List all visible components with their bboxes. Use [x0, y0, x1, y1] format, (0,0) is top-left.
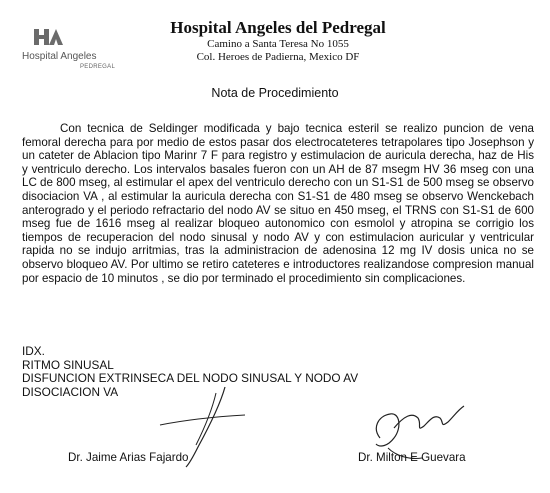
logo-sub: PEDREGAL — [80, 64, 116, 70]
address-line-2: Col. Heroes de Padierna, Mexico DF — [196, 51, 360, 63]
letterhead — [148, 18, 408, 64]
hospital-logo — [10, 26, 140, 80]
diagnosis-line: DISOCIACION VA — [22, 384, 119, 399]
hospital-angeles-ha-logo-icon — [32, 26, 66, 48]
logo-name: Hospital Angeles — [22, 51, 97, 62]
diagnosis-line: RITMO SINUSAL — [22, 357, 114, 372]
hospital-name: Hospital Angeles del Pedregal — [170, 18, 386, 37]
procedure-note-body: Con tecnica de Seldinger modificada y bajo tecnica esteril se realizo puncion de vena femoral derecha para por medio de estos pasar dos electrocateteres tetrapolares tipo Josephson y un cateter de Ablacion tipo Marinr 7 F para registro y estimulacion de auricula derecha, haz de His y ventriculo derecho. Los intervalos basales fueron con un AH de 87 msegm HV 36 mseg con una LC de 800 mseg, al estimular el apex del ventriculo derecho con un S1-S1 de 500 mseg se observo disociacion VA , al estimular la auricula derecha con S1-S1 de 480 mseg se observo Wenckebach anterogrado y el periodo refractario del nodo AV se situo en 450 mseg, el TRNS con S1-S1 de 600 mseg fue de 1616 mseg al realizar bloqueo autonomico con esmolol y atropina se corrigio los tiempos de recuperacion del nodo sinusal y nodo AV y con estimulacion auricular y ventricular rapida no se indujo arritmias, tras la administracion de adenosina 12 mg IV dosis unica no se observo bloqueo AV. Por ultimo se retiro cateteres e introductores realizandose compresion manual por espacio de 10 minutos , se dio por terminado el procedimiento sin complicaciones. — [22, 122, 534, 285]
diagnosis-label: IDX. — [22, 344, 45, 358]
diagnosis-line: DISFUNCION EXTRINSECA DEL NODO SINUSAL Y NODO AV — [22, 371, 359, 386]
document-title: Nota de Procedimiento — [211, 86, 339, 100]
signature-name-left: Dr. Jaime Arias Fajardo — [68, 451, 189, 464]
signature-name-right: Dr. Milton E Guevara — [358, 451, 466, 464]
address-line-1: Camino a Santa Teresa No 1055 — [207, 38, 349, 50]
